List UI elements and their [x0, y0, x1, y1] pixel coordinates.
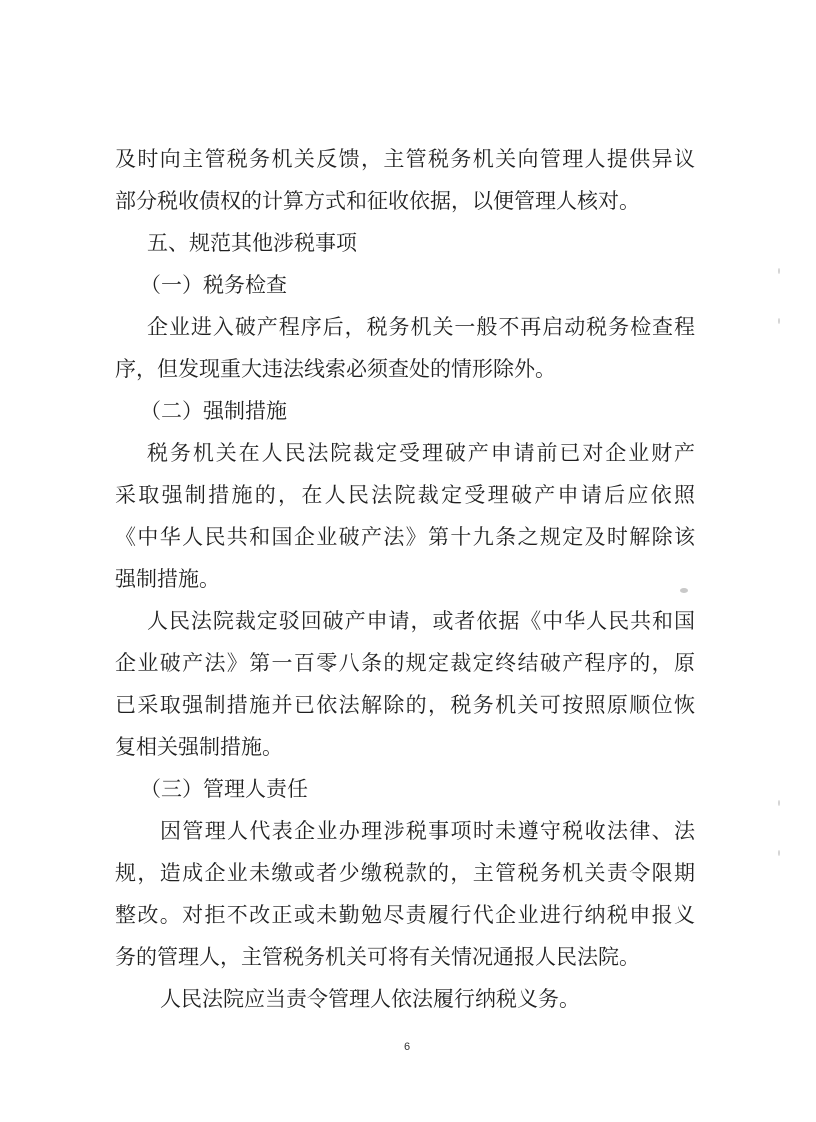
subsection-heading: （一）税务检查 — [140, 273, 287, 297]
section-heading: 五、规范其他涉税事项 — [147, 231, 357, 255]
paragraph-line: 《中华人民共和国企业破产法》第十九条之规定及时解除该 — [115, 525, 695, 549]
scan-speck — [778, 268, 780, 274]
subsection-heading: （二）强制措施 — [140, 399, 287, 423]
paragraph-line: 采取强制措施的，在人民法院裁定受理破产申请后应依照 — [115, 483, 695, 507]
paragraph-line: 企业破产法》第一百零八条的规定裁定终结破产程序的，原 — [115, 651, 695, 675]
paragraph-line: 人民法院裁定驳回破产申请，或者依据《中华人民共和国 — [147, 609, 695, 633]
paragraph-line: 企业进入破产程序后，税务机关一般不再启动税务检查程 — [147, 315, 695, 339]
page-number: 6 — [403, 1041, 411, 1053]
paragraph-line: 规，造成企业未缴或者少缴税款的，主管税务机关责令限期 — [115, 861, 695, 885]
paragraph-line: 部分税收债权的计算方式和征收依据，以便管理人核对。 — [115, 189, 640, 213]
paragraph-line: 因管理人代表企业办理涉税事项时未遵守税收法律、法 — [160, 819, 695, 843]
paragraph-line: 复相关强制措施。 — [115, 735, 283, 759]
paragraph-line: 序，但发现重大违法线索必须查处的情形除外。 — [115, 357, 556, 381]
scan-speck — [778, 318, 780, 324]
paragraph-line: 强制措施。 — [115, 567, 220, 591]
paragraph-line: 整改。对拒不改正或未勤勉尽责履行代企业进行纳税申报义 — [115, 903, 695, 927]
paragraph-line: 及时向主管税务机关反馈，主管税务机关向管理人提供异议 — [115, 147, 695, 171]
paragraph-line: 人民法院应当责令管理人依法履行纳税义务。 — [160, 987, 580, 1011]
scan-speck — [778, 850, 780, 856]
paragraph-line: 务的管理人，主管税务机关可将有关情况通报人民法院。 — [115, 945, 640, 969]
scan-speck — [778, 800, 780, 806]
subsection-heading: （三）管理人责任 — [140, 777, 308, 801]
paragraph-line: 已采取强制措施并已依法解除的，税务机关可按照原顺位恢 — [115, 693, 695, 717]
scan-speck — [680, 588, 688, 593]
paragraph-line: 税务机关在人民法院裁定受理破产申请前已对企业财产 — [147, 441, 695, 465]
